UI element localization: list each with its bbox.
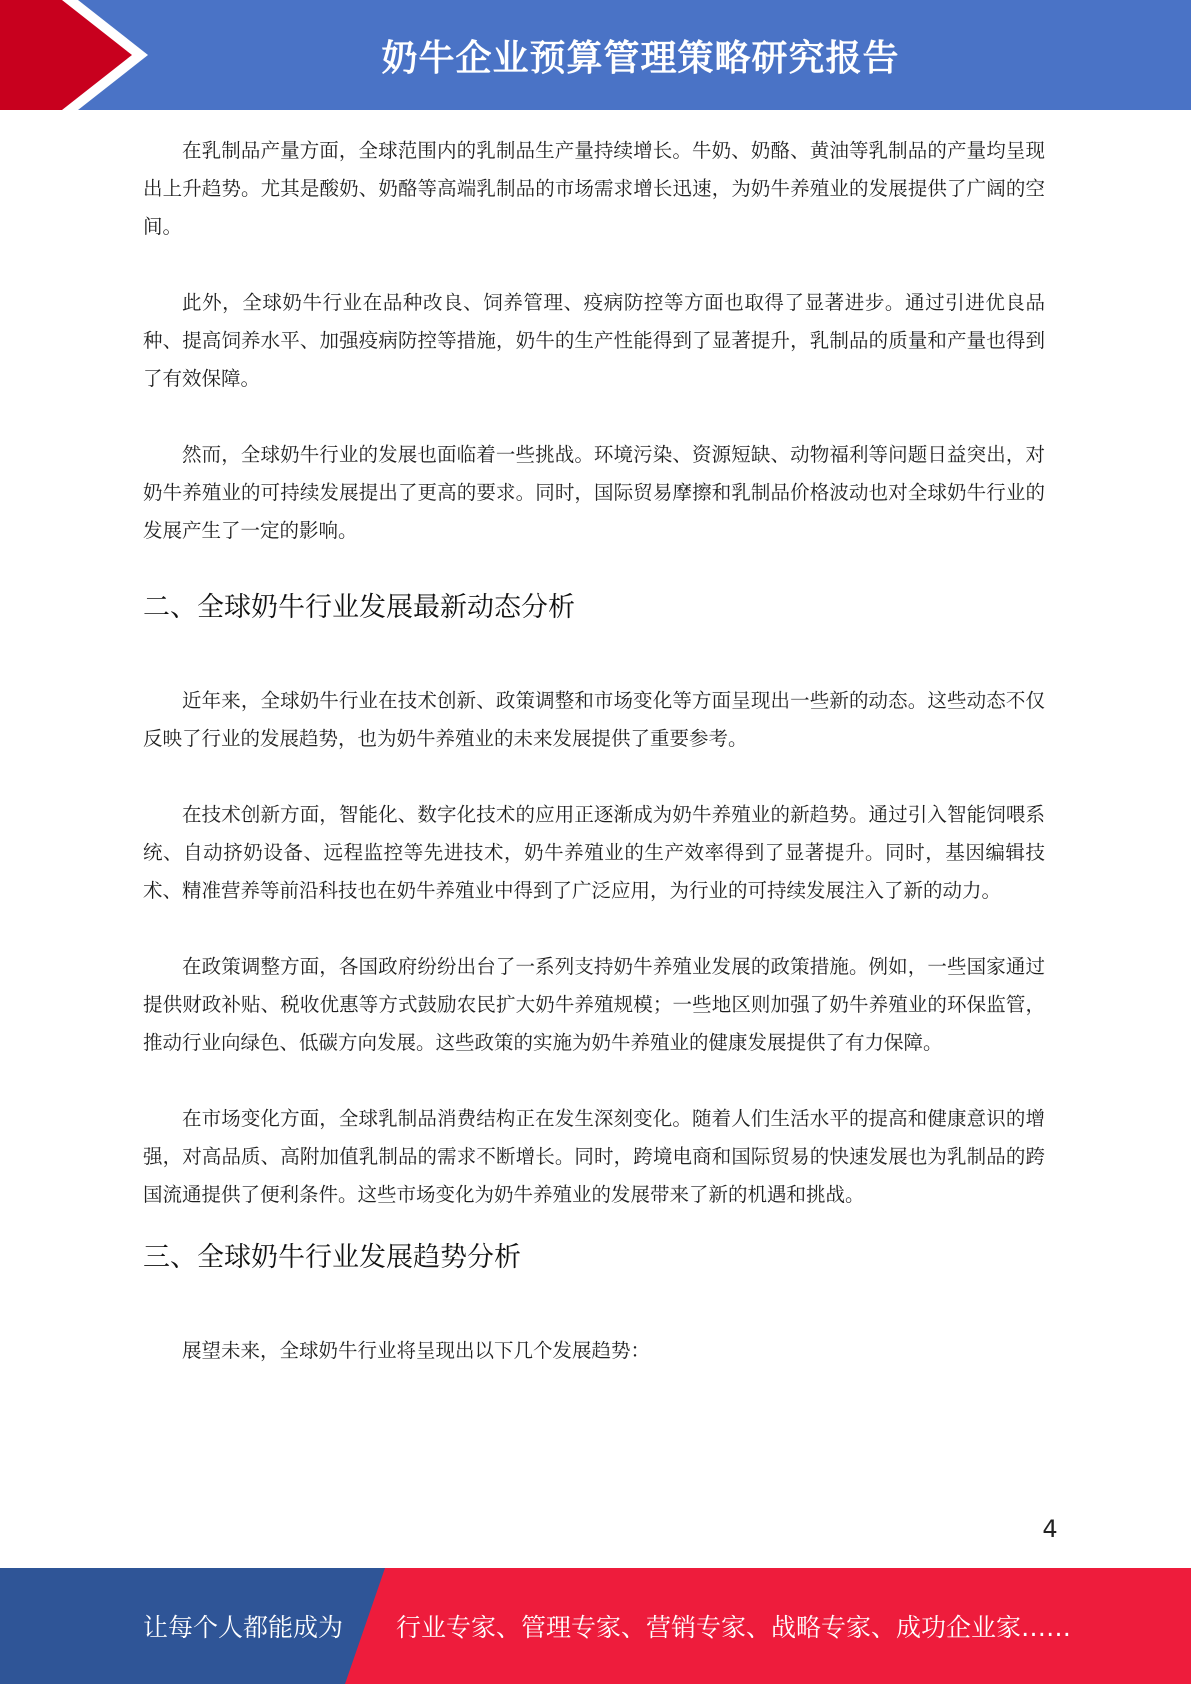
paragraph: 在乳制品产量方面，全球范围内的乳制品生产量持续增长。牛奶、奶酪、黄油等乳制品的产量均呈现出上升趋势。尤其是酸奶、奶酪等高端乳制品的市场需求增长迅速，为奶牛养殖业的发展提供了广阔的空间。 (143, 139, 1045, 238)
section-heading: 二、全球奶牛行业发展最新动态分析 (143, 592, 575, 623)
paragraph: 近年来，全球奶牛行业在技术创新、政策调整和市场变化等方面呈现出一些新的动态。这些动态不仅反映了行业的发展趋势，也为奶牛养殖业的未来发展提供了重要参考。 (143, 689, 1045, 750)
paragraph: 然而，全球奶牛行业的发展也面临着一些挑战。环境污染、资源短缺、动物福利等问题日益突出，对奶牛养殖业的可持续发展提出了更高的要求。同时，国际贸易摩擦和乳制品价格波动也对全球奶牛行业的发展产生了一定的影响。 (143, 443, 1045, 542)
paragraph: 展望未来，全球奶牛行业将呈现出以下几个发展趋势： (182, 1339, 651, 1362)
page-header (0, 0, 1191, 110)
paragraph: 此外，全球奶牛行业在品种改良、饲养管理、疫病防控等方面也取得了显著进步。通过引进优良品种、提高饲养水平、加强疫病防控等措施，奶牛的生产性能得到了显著提升，乳制品的质量和产量也得到了有效保障。 (143, 291, 1045, 390)
paragraph: 在市场变化方面，全球乳制品消费结构正在发生深刻变化。随着人们生活水平的提高和健康意识的增强，对高品质、高附加值乳制品的需求不断增长。同时，跨境电商和国际贸易的快速发展也为乳制品的跨国流通提供了便利条件。这些市场变化为奶牛养殖业的发展带来了新的机遇和挑战。 (143, 1107, 1045, 1206)
footer-slogan: 让每个人都能成为 (143, 1613, 344, 1642)
report-title: 奶牛企业预算管理策略研究报告 (381, 37, 900, 79)
page-content (143, 132, 1045, 1408)
paragraph: 在技术创新方面，智能化、数字化技术的应用正逐渐成为奶牛养殖业的新趋势。通过引入智能饲喂系统、自动挤奶设备、远程监控等先进技术，奶牛养殖业的生产效率得到了显著提升。同时，基因编辑技术、精准营养等前沿科技也在奶牛养殖业中得到了广泛应用，为行业的可持续发展注入了新的动力。 (143, 803, 1045, 902)
footer-roles: 行业专家、管理专家、营销专家、战略专家、成功企业家…… (396, 1613, 1072, 1642)
page-number: 4 (1042, 1515, 1058, 1543)
section-heading: 三、全球奶牛行业发展趋势分析 (143, 1242, 521, 1273)
page-footer (0, 1568, 1191, 1684)
paragraph: 在政策调整方面，各国政府纷纷出台了一系列支持奶牛养殖业发展的政策措施。例如，一些国家通过提供财政补贴、税收优惠等方式鼓励农民扩大奶牛养殖规模；一些地区则加强了奶牛养殖业的环保监管，推动行业向绿色、低碳方向发展。这些政策的实施为奶牛养殖业的健康发展提供了有力保障。 (143, 955, 1045, 1054)
